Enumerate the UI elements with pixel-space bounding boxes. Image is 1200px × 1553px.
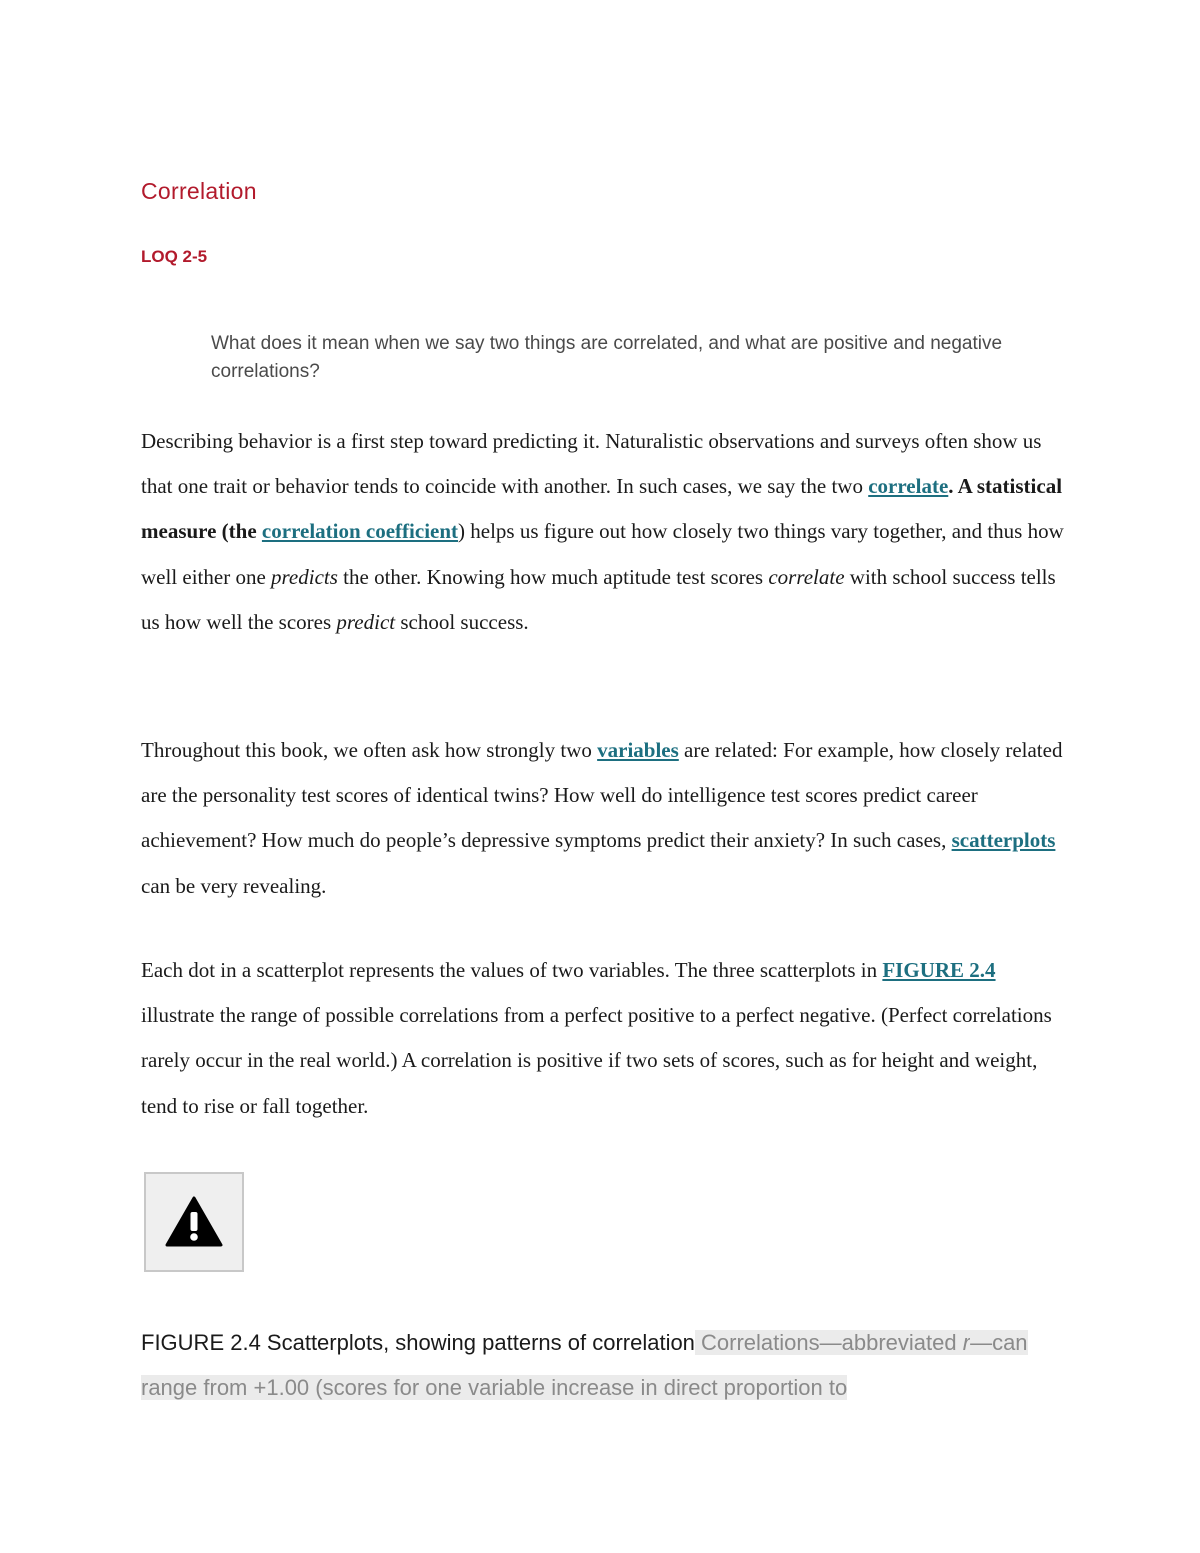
warning-triangle-icon	[165, 1196, 223, 1248]
glossary-link-variables[interactable]: variables	[597, 738, 679, 762]
text-run: Throughout this book, we often ask how strongly two	[141, 738, 598, 762]
glossary-link-scatterplots[interactable]: scatterplots	[951, 828, 1056, 853]
text-run: school success.	[395, 609, 529, 634]
text-run: Each dot in a scatterplot represents the values of two variables. The three scatterplots in	[141, 958, 883, 982]
caption-text: —can range from +1.00 (scores for one variable increase in direct proportion to	[141, 1330, 1028, 1400]
glossary-link-correlate[interactable]: correlate	[868, 474, 949, 499]
text-run: ) helps us figure out how closely two things vary together, and thus how well either one	[141, 519, 1064, 589]
glossary-link-correlation-coefficient[interactable]: correlation coefficient	[261, 519, 459, 544]
loq-label: LOQ 2-5	[141, 247, 208, 266]
paragraph-variables	[141, 728, 1071, 909]
text-run: illustrate the range of possible correlations from a perfect positive to a perfect negative. (Perfect correlations rarely occur in the real world.) A correlation is positive if two sets of scores, such as for height and weight, tend to rise or fall together.	[141, 1003, 1052, 1118]
text-run: the other. Knowing how much aptitude test scores	[337, 564, 769, 589]
paragraph-scatterplot	[141, 948, 1071, 1129]
figure-link-2-4[interactable]: FIGURE 2.4	[882, 958, 996, 982]
text-run: Describing behavior is a first step toward predicting it. Naturalistic observations and surveys often show us that one trait or behavior tends to coincide with another. In such cases, we say the two	[141, 429, 1042, 499]
section-title: Correlation	[141, 178, 257, 204]
learning-objective-question: What does it mean when we say two things are correlated, and what are positive and negative correlations?	[211, 333, 1003, 382]
caption-label: FIGURE 2.4 Scatterplots, showing patterns of correlation	[141, 1330, 695, 1355]
text-run: . A statistical measure (the	[141, 474, 1063, 544]
broken-image-placeholder[interactable]	[144, 1172, 244, 1272]
caption-emphasis-r: r	[962, 1330, 971, 1355]
emphasis-predict: predict	[336, 609, 396, 634]
paragraph-correlation-intro	[141, 419, 1071, 645]
text-run: can be very revealing.	[141, 873, 327, 898]
text-run: are related: For example, how closely related are the personality test scores of identical twins? How well do intelligence test scores predict career achievement? How much do people’s depressive symptoms predict their anxiety? In such cases,	[141, 738, 1063, 853]
emphasis-correlate: correlate	[768, 564, 845, 589]
caption-text: Correlations—abbreviated	[694, 1330, 963, 1355]
text-run: with school success tells us how well the scores	[141, 564, 1056, 634]
emphasis-predicts: predicts	[271, 564, 338, 589]
figure-caption	[141, 1320, 1071, 1410]
